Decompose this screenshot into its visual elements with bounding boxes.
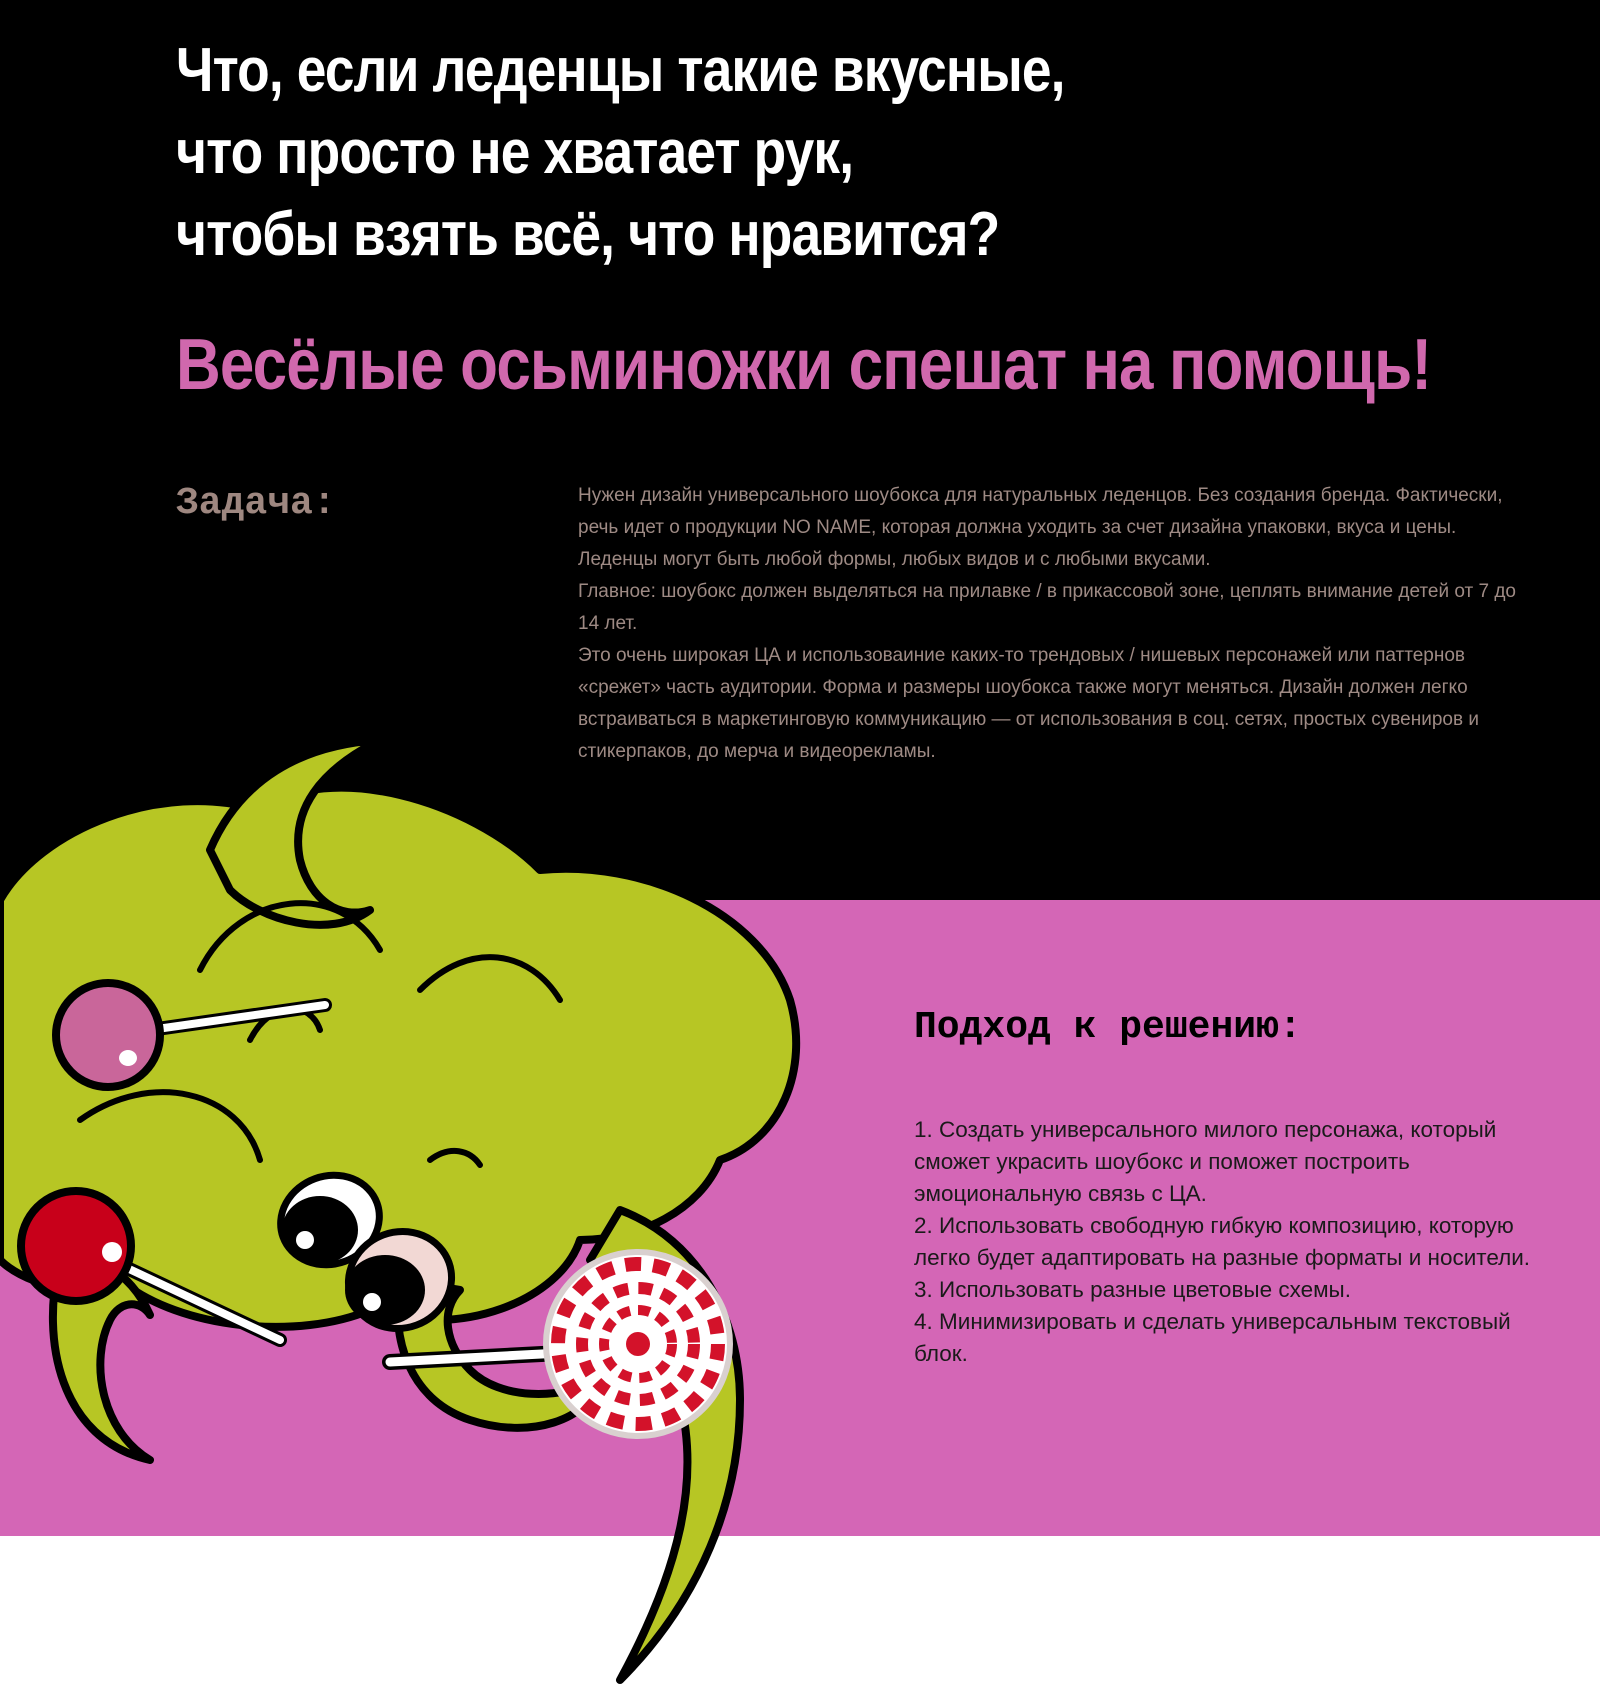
task-description — [578, 480, 1518, 768]
headline — [176, 30, 1294, 276]
task-paragraph: Главное: шоубокс должен выделяться на прилавке / в прикассовой зоне, цеплять внимание детей от 7 до 14 лет. — [578, 581, 1516, 634]
headline-line-2: что просто не хватает рук, — [176, 118, 854, 187]
octopus-illustration — [0, 740, 900, 1684]
task-heading: Задача: — [176, 482, 336, 525]
slogan: Весёлые осьминожки спешат на помощь! — [176, 325, 1432, 405]
task-paragraph: Леденцы могут быть любой формы, любых видов и с любыми вкусами. — [578, 549, 1211, 570]
task-paragraph: Это очень широкая ЦА и использоваиние каких-то трендовых / нишевых персонажей или паттернов «срежет» часть аудитории. Форма и размеры шоубокса также могут меняться. Дизайн должен легко встраиваться в маркетинговую коммуникацию — от использования в соц. сетях, простых сувениров и стикерпаков, до мерча и видеорекламы. — [578, 645, 1479, 762]
task-paragraph: Нужен дизайн универсального шоубокса для натуральных леденцов. Без создания бренда. Фактически, речь идет о продукции NO NAME, которая должна уходить за счет дизайна упаковки, вкуса и цены. — [578, 485, 1503, 538]
approach-item: 1. Создать универсального милого персонажа, который сможет украсить шоубокс и поможет построить эмоциональную связь с ЦА. — [914, 1117, 1497, 1206]
headline-line-1: Что, если леденцы такие вкусные, — [176, 36, 1065, 105]
approach-item: 4. Минимизировать и сделать универсальным текстовый блок. — [914, 1309, 1511, 1366]
headline-line-3: чтобы взять всё, что нравится? — [176, 200, 1000, 269]
approach-item: 2. Использовать свободную гибкую композицию, которую легко будет адаптировать на разные форматы и носители. — [914, 1213, 1531, 1270]
approach-item: 3. Использовать разные цветовые схемы. — [914, 1277, 1351, 1302]
approach-list — [914, 1114, 1554, 1370]
approach-heading: Подход к решению: — [914, 1006, 1302, 1049]
